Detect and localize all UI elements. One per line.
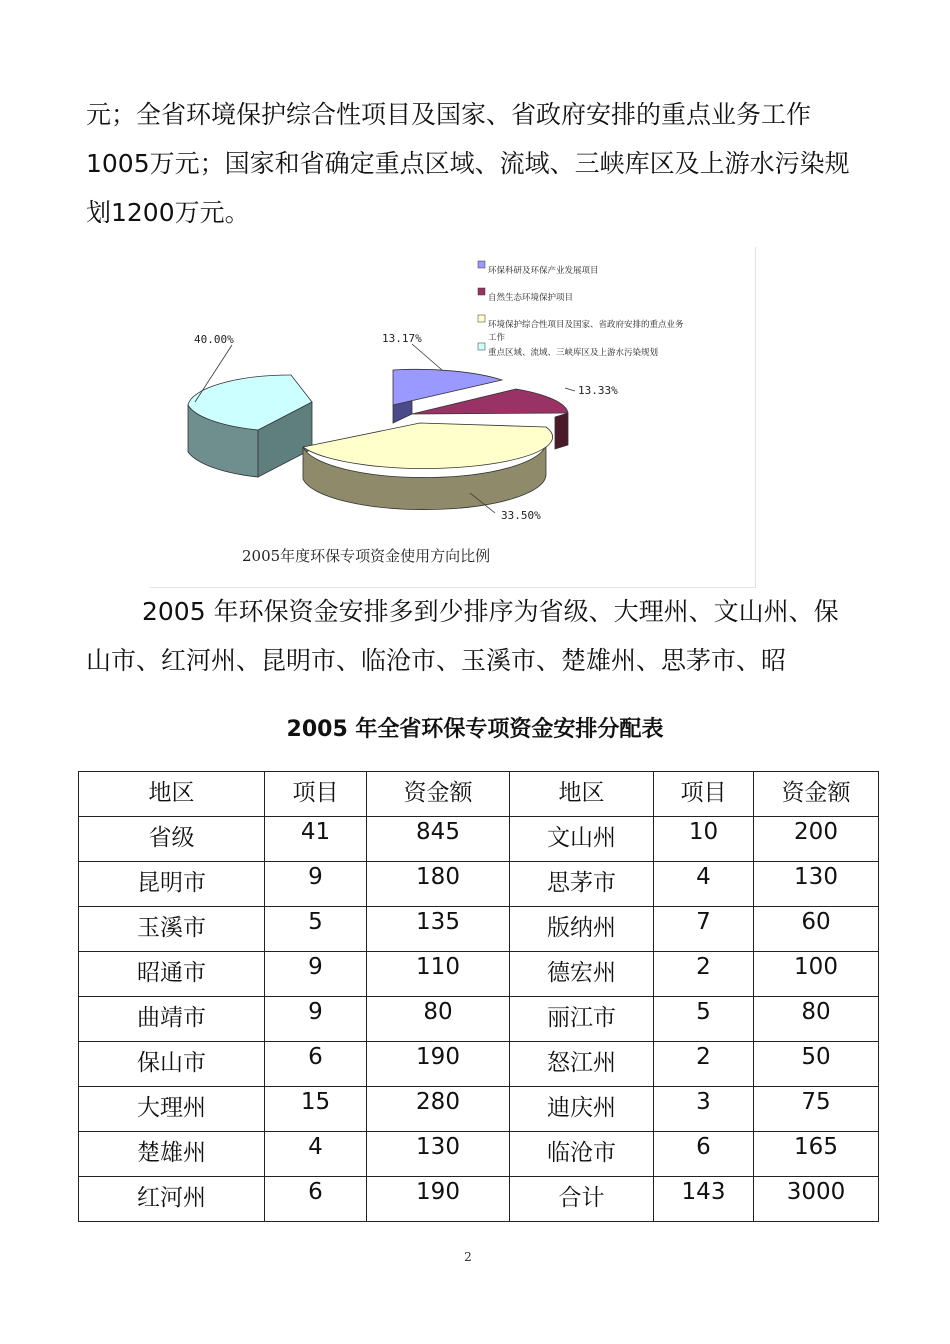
table-cell: 曲靖市 [79,997,265,1042]
table-title: 2005 年全省环保专项资金安排分配表 [286,717,664,742]
table-cell: 版纳州 [510,907,654,952]
table-row [79,1042,879,1087]
pct-label-3: 33.50% [501,509,541,522]
table-cell: 4 [265,1132,367,1177]
table-cell: 保山市 [79,1042,265,1087]
table-cell: 6 [265,1042,367,1087]
table-cell: 60 [754,907,879,952]
table-cell: 思茅市 [510,862,654,907]
table-cell: 5 [654,997,754,1042]
table-cell: 大理州 [79,1087,265,1132]
table-row [79,997,879,1042]
chart-title: 2005年度环保专项资金使用方向比例 [242,547,491,565]
header-cell: 资金额 [754,772,879,817]
table-cell: 2 [654,952,754,997]
table-cell: 楚雄州 [79,1132,265,1177]
table-header-row [79,772,879,817]
table-cell: 200 [754,817,879,862]
table-cell: 昆明市 [79,862,265,907]
table-cell: 130 [367,1132,510,1177]
table-cell: 迪庆州 [510,1087,654,1132]
pct-label-4: 40.00% [194,333,234,346]
header-cell: 资金额 [367,772,510,817]
legend-swatch-4 [478,343,485,350]
table-cell: 3 [654,1087,754,1132]
table-cell: 845 [367,817,510,862]
header-cell: 项目 [265,772,367,817]
pie-chart-container [150,247,756,588]
table-cell: 怒江州 [510,1042,654,1087]
table-row [79,817,879,862]
pct-label-1: 13.17% [382,332,422,345]
chart-legend [478,261,684,358]
legend-swatch-1 [478,261,485,268]
table-cell: 3000 [754,1177,879,1222]
paragraph-ranking-text: 2005 年环保资金安排多到少排序为省级、大理州、文山州、保山市、红河州、昆明市、临沧市、玉溪市、楚雄州、思茅市、昭 [86,597,839,675]
table-cell: 9 [265,997,367,1042]
table-cell: 10 [654,817,754,862]
table-row [79,862,879,907]
table-cell: 玉溪市 [79,907,265,952]
table-cell: 143 [654,1177,754,1222]
table-cell: 50 [754,1042,879,1087]
table-cell: 165 [754,1132,879,1177]
table-cell: 100 [754,952,879,997]
legend-label-3-cont: 工作 [488,333,506,343]
header-cell: 地区 [510,772,654,817]
page-number: 2 [464,1250,472,1264]
table-cell: 5 [265,907,367,952]
table-cell: 15 [265,1087,367,1132]
allocation-table [78,771,879,1222]
table-cell: 4 [654,862,754,907]
table-cell: 7 [654,907,754,952]
table-cell: 135 [367,907,510,952]
table-cell: 130 [754,862,879,907]
table-cell: 德宏州 [510,952,654,997]
table-cell: 80 [754,997,879,1042]
table-row [79,952,879,997]
legend-label-2: 自然生态环境保护项目 [488,293,574,303]
table-row [79,1132,879,1177]
header-cell: 地区 [79,772,265,817]
table-cell: 昭通市 [79,952,265,997]
legend-label-1: 环保科研及环保产业发展项目 [488,266,599,276]
table-cell: 190 [367,1042,510,1087]
table-cell: 110 [367,952,510,997]
table-cell: 41 [265,817,367,862]
table-row [79,907,879,952]
table-row [79,1087,879,1132]
pct-label-2: 13.33% [578,384,618,397]
table-cell: 75 [754,1087,879,1132]
pie-slice-2-side [555,413,568,449]
table-cell: 6 [654,1132,754,1177]
header-cell: 项目 [654,772,754,817]
pie-chart [150,247,755,587]
paragraph-funding-text: 元；全省环境保护综合性项目及国家、省政府安排的重点业务工作1005万元；国家和省确定重点区域、流域、三峡库区及上游水污染规划1200万元。 [86,100,850,227]
table-cell: 6 [265,1177,367,1222]
table-cell: 临沧市 [510,1132,654,1177]
table-cell: 280 [367,1087,510,1132]
legend-swatch-2 [478,288,485,295]
legend-swatch-3 [478,315,485,322]
table-cell: 红河州 [79,1177,265,1222]
table-cell: 丽江市 [510,997,654,1042]
table-cell: 180 [367,862,510,907]
table-cell: 合计 [510,1177,654,1222]
table-cell: 文山州 [510,817,654,862]
table-cell: 9 [265,952,367,997]
table-cell: 省级 [79,817,265,862]
pie-slice-3 [303,423,553,469]
table-cell: 190 [367,1177,510,1222]
table-cell: 2 [654,1042,754,1087]
table-cell: 80 [367,997,510,1042]
legend-label-3: 环境保护综合性项目及国家、省政府安排的重点业务 [488,320,684,330]
legend-label-4: 重点区域、流域、三峡库区及上游水污染规划 [488,348,659,358]
table-row [79,1177,879,1222]
table-cell: 9 [265,862,367,907]
